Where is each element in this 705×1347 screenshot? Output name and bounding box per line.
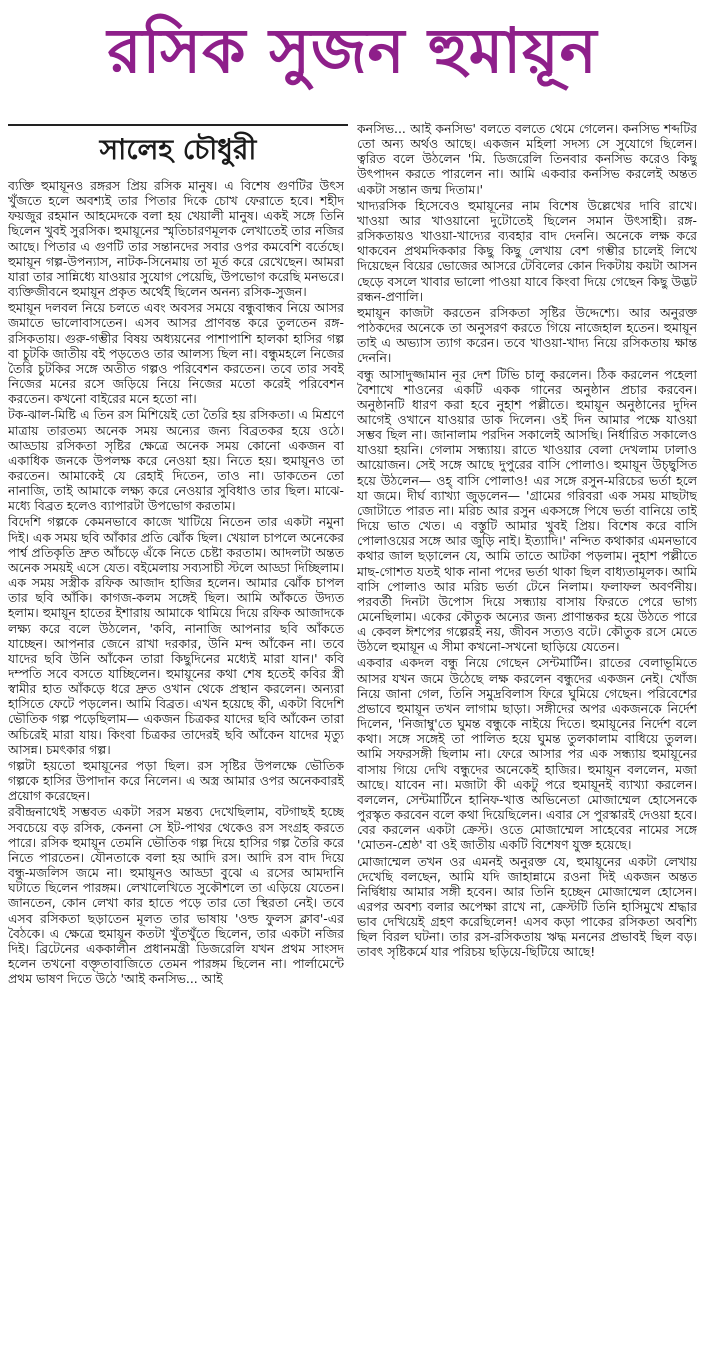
headline-title: রসিক সুজন হুমায়ূন: [107, 13, 598, 87]
paragraph: ব্যক্তি হুমায়ূনও রঙ্গরস প্রিয় রসিক মানুষ। এ বিশেষ গুণটির উৎস খুঁজতে হলে অবশ্যই তার পিতার দিকে চোখ ফেরাতে হবে। শহীদ ফয়জুর রহমান আহমেদকে বলা হয় খেয়ালী মানুষ। একই সঙ্গে তিনি ছিলেন খুবই সুরসিক। হুমায়ূনের স্মৃতিচারণমূলক লেখাতেই তার নজির আছে। পিতার এ গুণটি তার সন্তানদের সবার ওপর কমবেশি বর্তেছে। হুমায়ূন গল্প-উপন্যাস, নাটক-সিনেমায় তা মূর্ত করে রেখেছেন। আমরা যারা তার সান্নিধ্যে যাওয়ার সুযোগ পেয়েছি, উপভোগ করেছি মনভরে। ব্যক্তিজীবনে হুমায়ূন প্রকৃত অর্থেই ছিলেন অনন্য রসিক-সুজন।: [8, 178, 344, 300]
paragraph: বন্ধু আসাদুজ্জামান নূর দেশ টিভি চালু করলেন। ঠিক করলেন পহেলা বৈশাখে শাওনের একটি একক গানের অনুষ্ঠান প্রচার করবেন। অনুষ্ঠানটি ধারণ করা হবে নুহাশ পল্লীতে। হুমায়ূন অনুষ্ঠানের দুদিন আগেই ওখানে যাওয়ার ডাক দিলেন। ওই দিন আমার পক্ষে যাওয়া সম্ভব ছিল না। জানালাম পরদিন সকালেই আসছি। নির্ধারিত সকালেও যাওয়া হয়নি। গেলাম সন্ধ্যায়। রাতে খাওয়ার বেলা দেখলাম ঢালাও আয়োজন। সেই সঙ্গে আছে দুপুরের বাসি পোলাও। হুমায়ূন উচ্ছ্বসিত হয়ে উঠলেন— ওহ্‌ বাসি পোলাও! এর সঙ্গে রসুন-মরিচের ভর্তা হলে যা জমে। দীর্ঘ ব্যাখ্যা জুড়লেন— 'গ্রামের গরিবরা এক সময় মাছটাছ জোটাতে পারত না। মরিচ আর রসুন একসঙ্গে পিষে ভর্তা বানিয়ে তাই দিয়ে ভাত খেত। এ বস্তুটি আমার খুবই প্রিয়। বিশেষ করে বাসি পোলাওয়ের সঙ্গে আর জুড়ি নাই। ইত্যাদি।' নন্দিত কথাকার এমনভাবে কথার জাল ছড়ালেন যে, আমি তাতে আটকা পড়লাম। নুহাশ পল্লীতে মাছ-গোশত যতই থাক নানা পদের ভর্তা থাকা ছিল বাধ্যতামূলক। আমি বাসি পোলাও আর মরিচ ভর্তা টেনে নিলাম। ফলাফল অবর্ণনীয়। পরবর্তী দিনটা উপোস দিয়ে সন্ধ্যায় বাসায় ফিরতে পেরে ভাগ্য মেনেছিলাম। একের কৌতুক অন্যের জন্য প্রাণান্তকর হয়ে উঠতে পারে এ কেবল ঈশপের গল্পেরই নয়, জীবন সত্যও বটে। কৌতুক রসে মেতে উঠলে হুমায়ূন এ সীমা কখনো-সখনো ছাড়িয়ে যেতেন।: [357, 366, 697, 655]
paragraph: একবার একদল বন্ধু নিয়ে গেছেন সেন্টমার্টিন। রাতের বেলাভূমিতে আসর যখন জমে উঠেছে লক্ষ করলেন বন্ধুদের একজন নেই। খোঁজ নিয়ে জানা গেল, তিনি সমুদ্রবিলাস ফিরে ঘুমিয়ে গেছেন। পরিবেশের প্রভাবে হুমায়ূন তখন লাগাম ছাড়া। সঙ্গীদের অপর একজনকে নির্দেশ দিলেন, 'নিজাম্বু'তে ঘুমন্ত বন্ধুকে নাইয়ে দিতে। হুমায়ূনের নির্দেশ বলে কথা। সঙ্গে সঙ্গেই তা পালিত হয়ে ঘুমন্ত তুলকালাম বাধিয়ে তুলল। আমি সফরসঙ্গী ছিলাম না। ফেরে আসার পর এক সন্ধ্যায় হুমায়ূনের বাসায় গিয়ে দেখি বন্ধুদের অনেকেই হাজির। হুমায়ূন বললেন, মজা আছে। যাবেন না। মজাটা কী একটু পরে হুমায়ূনই ব্যাখ্যা করলেন। বললেন, সেন্টমার্টিনে হানিফ-খাত্ত অভিনেতা মোজাম্মেল হোসেনকে পুরস্কৃত করবেন বলে কথা দিয়েছিলেন। এবার সে পুরস্কারই দেওয়া হবে। বের করলেন একটা ক্রেস্ট। ওতে মোজাম্মেল সাহেবের নামের সঙ্গে 'মোতন-শ্রেষ্ঠ' বা ওই জাতীয় একটি বিশেষণ যুক্ত হয়েছে।: [357, 655, 697, 853]
paragraph: খাদ্যরসিক হিসেবেও হুমায়ূনের নাম বিশেষ উল্লেখের দাবি রাখে। খাওয়া আর খাওয়ানো দুটোতেই ছিলেন সমান উৎসাহী। রঙ্গ-রসিকতায়ও খাওয়া-খাদ্যের ব্যবহার বাদ দেননি। অনেকে লক্ষ করে থাকবেন প্রথমদিককার কিছু কিছু লেখায় বেশ গম্ভীর চালেই লিখে দিয়েছেন বিয়ের ভোজের আসরে টেবিলের কোন দিকটায় কয়টা আসন ছেড়ে বসলে খাবার ভালো পাওয়া যাবে কিংবা দিয়ে গেছেন কিছু উদ্ভট রন্ধন-প্রণালি।: [357, 197, 697, 304]
paragraph: মোজাম্মেল তখন ওর এমনই অনুরক্ত যে, হুমায়ূনের একটা লেখায় দেখেছি বলছেন, আমি যদি জাহান্নামে রওনা দিই একজন অন্তত নির্দ্বিধায় আমার সঙ্গী হবেন। আর তিনি হচ্ছেন মোজাম্মেল হোসেন। এরপর অবশ্য বলার অপেক্ষা রাখে না, ক্রেস্টটি তিনি হাসিমুখে শ্রদ্ধার ভাব দেখিয়েই গ্রহণ করেছিলেন! এসব কড়া পাকের রসিকতা অবশ্যি ছিল বিরল ঘটনা। তার রস-রসিকতায় ঋদ্ধ মননের প্রভাবই ছিল বড়। তাবৎ সৃষ্টিকর্মে যার পরিচয় ছড়িয়ে-ছিটিয়ে আছে!: [357, 853, 697, 960]
paragraph: গল্পটা হয়তো হুমায়ূনের পড়া ছিল। রস সৃষ্টির উপলক্ষে ভৌতিক গল্পকে হাসির উপাদান করে নিলেন। এ অস্ত্র আমার ওপর অনেকবারই প্রয়োগ করেছেন।: [8, 757, 344, 804]
paragraph: রবীন্দ্রনাথেই সম্ভবত একটা সরস মন্তব্য দেখেছিলাম, বটগাছই হচ্ছে সবচেয়ে বড় রসিক, কেননা সে ইট-পাথর থেকেও রস সংগ্রহ করতে পারে। রসিক হুমায়ূন তেমনি ভৌতিক গল্প দিয়ে হাসির গল্প তৈরি করে নিতে পারতেন। যৌনতাকে বলা হয় আদি রস। আদি রস বাদ দিয়ে বন্ধু-মজলিস জমে না। হুমায়ূনও আড্ডা বুঝে এ রসের আমদানি ঘটাতে ছিলেন পারঙ্গম। লেখালেখিতে সুকৌশলে তা এড়িয়ে যেতেন। জানতেন, কোন লেখা কার হাতে পড়ে তার তো স্থিরতা নেই। তবে এসব রসিকতা ছড়াতেন মূলত তার ভাষায় 'ওল্ড ফুলস ক্লাব'-এর বৈঠকে। এ ক্ষেত্রে হুমায়ূন কতটা খুঁতখুঁতে ছিলেন, তার একটা নজির দিই। ব্রিটেনের এককালীন প্রধানমন্ত্রী ডিজরেলি যখন প্রথম সাংসদ হলেন তখনো বক্তৃতাবাজিতে তেমন পারঙ্গম ছিলেন না। পার্লামেন্টে প্রথম ভাষণ দিতে উঠে 'আই কনসিভ... আই: [8, 804, 344, 987]
author-byline: সালেহ চৌধুরী: [99, 132, 257, 166]
paragraph: কনসিভ... আই কনসিভ' বলতে বলতে থেমে গেলেন। কনসিভ শব্দটির তো অন্য অর্থও আছে। একজন মহিলা সদস্য সে সুযোগে ছিলেন। ত্বরিত বলে উঠলেন 'মি. ডিজরেলি তিনবার কনসিভ করেও কিছু উৎপাদন করতে পারলেন না। আমি একবার কনসিভ করলেই অন্তত একটা সন্তান জন্ম দিতাম।': [357, 121, 697, 197]
article-column-left: [8, 178, 344, 1340]
paragraph: হুমায়ূন কাজটা করতেন রসিকতা সৃষ্টির উদ্দেশ্যে। আর অনুরক্ত পাঠকদের অনেকে তা অনুসরণ করতে গিয়ে নাজেহাল হতেন। হুমায়ূন তাই এ অভ্যাস ত্যাগ করেন। তবে খাওয়া-খাদ্য নিয়ে রসিকতায় ক্ষান্ত দেননি।: [357, 304, 697, 366]
paragraph: টক-ঝাল-মিষ্টি এ তিন রস মিশিয়েই তো তৈরি হয় রসিকতা। এ মিশ্রণে মাত্রায় তারতম্য অনেক সময় অন্যের জন্য বিব্রতকর হয়ে ওঠে। আড্ডায় রসিকতা সৃষ্টির ক্ষেত্রে অনেক সময় কোনো একজন বা একাধিক জনকে উপলক্ষ করে নেওয়া হয়। নিতে হয়। হুমায়ূনও তা করতেন। আমাকেই যে রেহাই দিতেন, তাও না। ডাকতেন তো নানাজি, তাই আমাকে লক্ষ্য করে নেওয়ার সুবিধাও তার ছিল। মাঝে-মধ্যে বিব্রত হলেও ব্যাপারটা উপভোগ করতাম।: [8, 407, 344, 514]
paragraph: বিদেশি গল্পকে কেমনভাবে কাজে খাটিয়ে নিতেন তার একটা নমুনা দিই। এক সময় ছবি আঁকার প্রতি ঝোঁক ছিল। খেয়াল চাপলে অনেকের পার্শ্ব প্রতিকৃতি দ্রুত আঁচড়ে এঁকে নিতে চেষ্টা করতাম। আদলটা অন্তত অনেক সময়ই এসে যেত। বইমেলায় সব্যসাচী স্টলে আড্ডা দিচ্ছিলাম। এক সময় সস্ত্রীক রফিক আজাদ হাজির হলেন। আমার ঝোঁক চাপল তার ছবি আঁকি। কাগজ-কলম সঙ্গেই ছিল। আমি আঁকতে উদ্যত হলাম। হুমায়ূন হাতের ইশারায় আমাকে থামিয়ে দিয়ে রফিক আজাদকে লক্ষ্য করে বলে উঠলেন, 'কবি, নানাজি আপনার ছবি আঁকতে যাচ্ছেন। আপনার জেনে রাখা দরকার, উনি মন্দ আঁকেন না। তবে যাদের ছবি উনি আঁকেন তারা কিছুদিনের মধ্যেই মারা যান।' কবি দম্পতি সবে বসতে যাচ্ছিলেন। হুমায়ূনের কথা শেষ হতেই কবির স্ত্রী স্বামীর হাত আঁকড়ে ধরে দ্রুত ওখান থেকে প্রস্থান করলেন। অন্যরা হাসিতে ফেটে পড়লেন। আমি বিব্রত। এখন হয়েছে কী, একটা বিদেশি ভৌতিক গল্প পড়েছিলাম— একজন চিত্রকর যাদের ছবি আঁকেন তারা অচিরেই মারা যায়। কিংবা চিত্রকর তাদেরই ছবি আঁকেন যাদের মৃত্যু আসন্ন। চমৎকার গল্প।: [8, 514, 344, 757]
article-column-right: [357, 121, 697, 1341]
paragraph: হুমায়ূন দলবল নিয়ে চলতে এবং অবসর সময়ে বন্ধুবান্ধব নিয়ে আসর জমাতে ভালোবাসতেন। এসব আসর প্রাণবন্ত করে তুলতেন রঙ্গ-রসিকতায়। গুরু-গম্ভীর বিষয় অধ্যয়নের পাশাপাশি হালকা হাসির গল্প বা চুটকি জাতীয় বই পড়তেও তার আলস্য ছিল না। বন্ধুমহলে নিজের তৈরি চুটকির সঙ্গে অতীত গল্পও পরিবেশন করতেন। তবে তার সবই নিজের মনের রসে জড়িয়ে নিয়ে নিজের মতো করেই পরিবেশন করতেন। কখনো বাইরের মনে হতো না।: [8, 300, 344, 407]
byline-divider: [8, 124, 348, 126]
